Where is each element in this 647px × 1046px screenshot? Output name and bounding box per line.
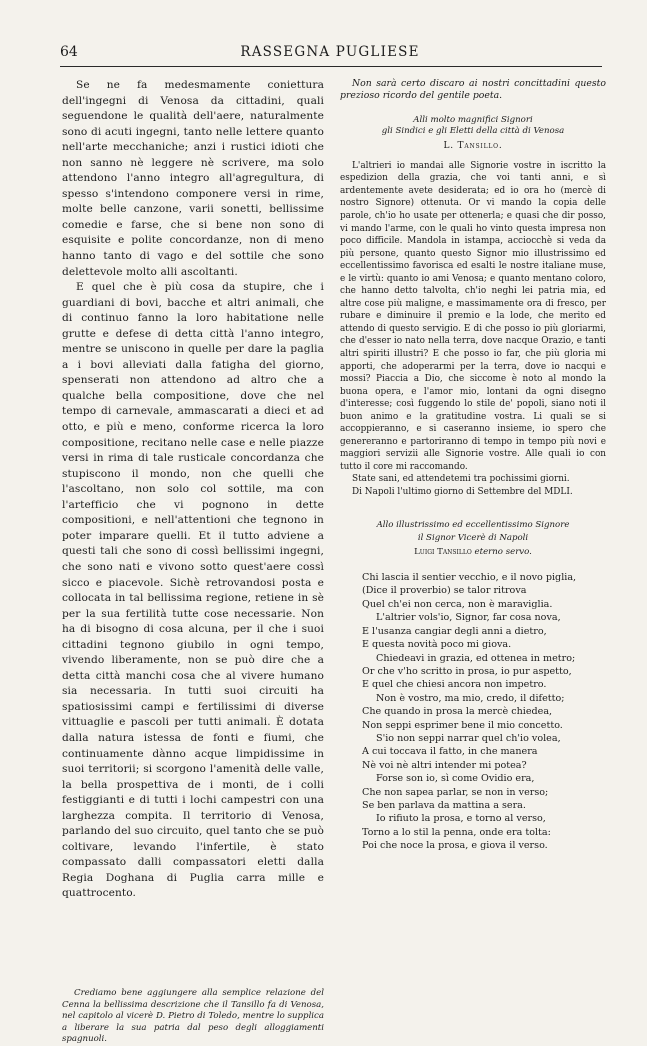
poem-line: Non è vostro, ma mio, credo, il difetto; — [376, 692, 565, 704]
poem-line: E quel che chiesi ancora non impetro. — [362, 679, 547, 691]
body-paragraph: Se ne fa medesmamente coniettura dell'ingegni di Venosa da cittadini, quali seguendone le qualità dell'aere, naturalmente sono di acuti ingegni, tanto nelle lettere quanto nell'arte mecchaniche; anzi i rustici idioti che non sanno nè leggere nè scrivere, ma solo attendono l'anno integro all'agregultura, di spesso s'intendono componere versi in rime, molte belle canzone, varii sonetti, bellissime comedie e farse, che si bene non sono di esquisite e polite concordanze, non di meno hanno tanto di vago e del sottile che sono delettevole molto alli ascoltanti. — [62, 79, 324, 278]
poem-line: Quel ch'ei non cerca, non è maraviglia. — [362, 598, 553, 610]
poem-line: Torno a lo stil la penna, onde era tolta: — [362, 826, 551, 838]
poem-author: Luigi Tansillo — [414, 546, 472, 557]
poem-line: E questa novità poco mi giova. — [362, 639, 512, 651]
poem-signature — [340, 546, 606, 560]
poem-line: L'altrier vols'io, Signor, far cosa nova, — [376, 612, 561, 624]
header-rule — [60, 66, 602, 67]
letter-author: L. Tansillo. — [443, 140, 503, 151]
poem-dedication-line: il Signor Vicerè di Napoli — [417, 533, 529, 544]
intro-note: Non sarà certo discaro ai nostri concittadini questo prezioso ricordo del gentile poeta. — [340, 78, 606, 102]
left-column — [62, 78, 324, 1045]
dedication-line: gli Sindici e gli Eletti della città di Venosa — [381, 126, 565, 137]
poem-line: Chiedeavi in grazia, ed ottenea in metro; — [376, 652, 576, 664]
poem-line: Poi che noce la prosa, e giova il verso. — [362, 840, 548, 852]
poem-line: Or che v'ho scritto in prosa, io pur aspetto, — [362, 665, 572, 677]
poem-line: (Dice il proverbio) se talor ritrova — [362, 585, 527, 597]
poem — [362, 571, 606, 853]
poem-dedication-line: Allo illustrissimo ed eccellentissimo Signore — [376, 519, 570, 530]
running-header — [60, 44, 600, 64]
poem-line: S'io non seppi narrar quel ch'io volea, — [376, 732, 561, 744]
right-column — [340, 78, 606, 883]
poem-line: Nè voi nè altri intender mi potea? — [362, 759, 527, 771]
poem-line: Non seppi esprimer bene il mio concetto. — [362, 719, 563, 731]
poem-line: Che quando in prosa la mercè chiedea, — [362, 706, 553, 718]
page-number: 64 — [60, 44, 78, 60]
editorial-note: Crediamo bene aggiungere alla semplice relazione del Cenna la bellissima descrizione che il Tansillo fa di Venosa, nel capitolo al vicerè D. Pietro di Toledo, mentre lo supplica a liberare la sua patria dal peso degli alloggiamenti spagnuoli. — [62, 987, 324, 1045]
poem-line: A cui toccava il fatto, in che manera — [362, 746, 538, 758]
poem-author-suffix: eterno servo. — [474, 546, 532, 557]
poem-line: Che non sapea parlar, se non in verso; — [362, 786, 549, 798]
poem-line: Forse son io, sì come Ovidio era, — [376, 773, 535, 785]
poem-line: E l'usanza cangiar degli anni a dietro, — [362, 625, 547, 637]
journal-title: RASSEGNA PUGLIESE — [240, 44, 420, 60]
body-paragraph: E quel che è più cosa da stupire, che i guardiani di bovi, bacche et altri animali, che di continuo fanno la loro habitatione nelle grutte e defese di detta città l'anno integro, mentre se uniscono in quelle per dare la paglia a i bovi alleviati dalla fatigha del giorno, spenserati non attendono ad altro che a qualche bella compositione, dove che nel tempo di carnevale, ammascarati a dieci et ad otto, e più e meno, conforme ricerca la loro compositione, recitano nelle case e nelle piazze versi in rima di tale rusticale concordanza che stupiscono il mondo, non che quelli che l'ascoltano, non solo col sottile, ma con l'artefficio che vi pognono in dette compositioni, e nell'attentioni che tegnono in poter imparare quelli. Et il tutto adviene a questi tali che sono di cossì bellissimi ingegni, che sono nati e vivono sotto quest'aere cossì sicco e piacevole. Sichè retrovandosi posta e collocata in tal bellissima regione, retiene in sè per la sua fertilità tutte cose necessarie. Non ha di bisogno di cosa alcuna, per il che i suoi cittadini tegnono giubilo in ogni tempo, vivendo liberamente, non se può dire che a detta città manchi cosa che al vivere humano sia necessaria. In tutti suoi circuiti ha spatiosissimi campi e fertilissimi di diverse vittuaglie e pascoli per tutti animali. È dotata dalla natura istessa de fonti e fiumi, che continuamente dànno acque limpidissime in suoi territorii; si scorgono l'amenità delle valle, la bella prospettiva de i monti, de i colli festiggianti e di tutti i lochi campestri con una larghezza compita. Il territorio di Venosa, parlando del suo circuito, quel tanto che se può coltivare, levando l'infertile, è stato compassato dalli compassatori eletti dalla Regia Doghana di Puglia carra mille e quattrocento. — [62, 281, 324, 900]
letter-paragraph: State sani, ed attendetemi tra pochissimi giorni. — [352, 474, 570, 485]
letter-paragraph: L'altrieri io mandai alle Signorie vostre in iscritto la espedizion della grazia, che voi tanti anni, e sì ardentemente avete desiderata; ed io ora ho (mercè di nostro Signore) ottenuta. Or vi mando la copia delle parole, ch'io ho usate per ottenerla; e quasi che dir posso, vi mando l'arme, con le quali ho vinto questa impresa non poco difficile. Mandola in istampa, acciocchè si veda da più persone, quanto questo Signor mio illustrissimo ed eccellentissimo favorisca ed esalti le nostre italiane muse, e le virtù: quanto io ami Venosa; e quanto mentano coloro, che hanno detto talvolta, ch'io neghi lei patria mia, ed altre cose più maligne, e massimamente ora di fresco, per rubare e diminuire il premio e la lode, che merito ed attendo di questo servigio. E di che posso io più gloriarmi, che d'esser io nato nella terra, dove nacque Orazio, e tanti altri spiriti illustri? E che posso io far, che più gloria mi apporti, che adoperarmi per la terra, dove io nacqui e mossi? Piaccia a Dio, che siccome è noto al mondo la buona opera, e l'amor mio, lontani da ogni disegno d'interesse; così fuggendo lo stile de' popoli, siano noti il buon animo e la gratitudine vostra. Li quali se si accoppieranno, e si caseranno insieme, io spero che genereranno e partoriranno di tempo in tempo più novi e maggiori servizii alle Signorie vostre. Alle quali io con tutto il core mi raccomando. — [340, 160, 606, 472]
letter-paragraph: Di Napoli l'ultimo giorno di Settembre del MDLI. — [352, 487, 573, 498]
poem-line: Se ben parlava da mattina a sera. — [362, 799, 526, 811]
poem-line: Chi lascia il sentier vecchio, e il novo piglia, — [362, 572, 577, 584]
poem-line: Io rifiuto la prosa, e torno al verso, — [376, 813, 546, 825]
dedication-line: Alli molto magnifici Signori — [413, 114, 533, 125]
